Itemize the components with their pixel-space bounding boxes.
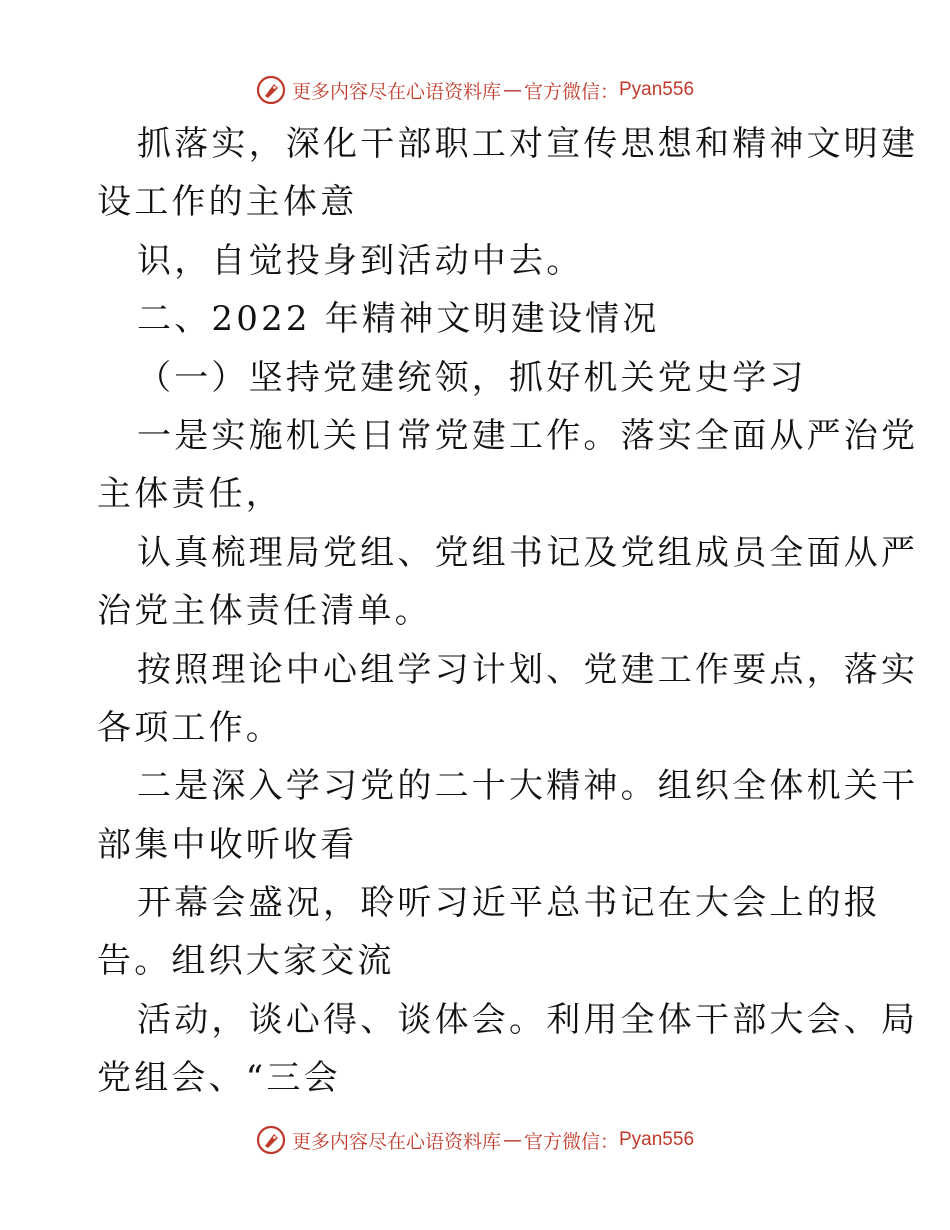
watermark-brand: 更多内容尽在心语资料库 <box>291 1130 501 1153</box>
text-line: 告。组织大家交流 <box>97 941 395 982</box>
text-line: 识，自觉投身到活动中去。 <box>137 240 584 281</box>
text-line: 按照理论中心组学习计划、党建工作要点，落实 <box>137 649 919 690</box>
text-line: 活动，谈心得、谈体会。利用全体干部大会、局 <box>137 999 919 1040</box>
text-line: 二是深入学习党的二十大精神。组织全体机关干 <box>137 766 919 807</box>
pen-nib-circle-icon <box>256 75 286 105</box>
text-line: 二、2022 年精神文明建设情况 <box>137 299 660 340</box>
text-line: （一）坚持党建统领，抓好机关党史学习 <box>137 357 807 398</box>
text-line: 一是实施机关日常党建工作。落实全面从严治党 <box>137 415 919 456</box>
watermark-brand: 更多内容尽在心语资料库 <box>291 80 501 103</box>
text-line: 部集中收听收看 <box>97 824 358 865</box>
text-line: 抓落实，深化干部职工对宣传思想和精神文明建 <box>137 124 919 164</box>
text-line: 各项工作。 <box>97 707 283 748</box>
footer-watermark <box>0 1120 950 1160</box>
text-line: 设工作的主体意 <box>97 182 358 223</box>
text-line: 主体责任， <box>97 474 283 515</box>
watermark-separator: — <box>502 79 522 101</box>
text-line: 认真梳理局党组、党组书记及党组成员全面从严 <box>137 532 919 573</box>
watermark-wechat-label: 官方微信： <box>523 1130 619 1153</box>
text-line: 开幕会盛况，聆听习近平总书记在大会上的报 <box>137 883 881 924</box>
watermark-separator: — <box>502 1129 522 1151</box>
watermark-account: Pyan556 <box>619 79 695 100</box>
text-line: 党组会、“三会 <box>97 1058 341 1099</box>
watermark-account: Pyan556 <box>619 1129 695 1150</box>
pen-nib-circle-icon <box>256 1125 286 1155</box>
text-line: 治党主体责任清单。 <box>97 591 432 632</box>
header-watermark <box>0 70 950 110</box>
watermark-wechat-label: 官方微信： <box>523 80 619 103</box>
document-body <box>97 115 919 1108</box>
